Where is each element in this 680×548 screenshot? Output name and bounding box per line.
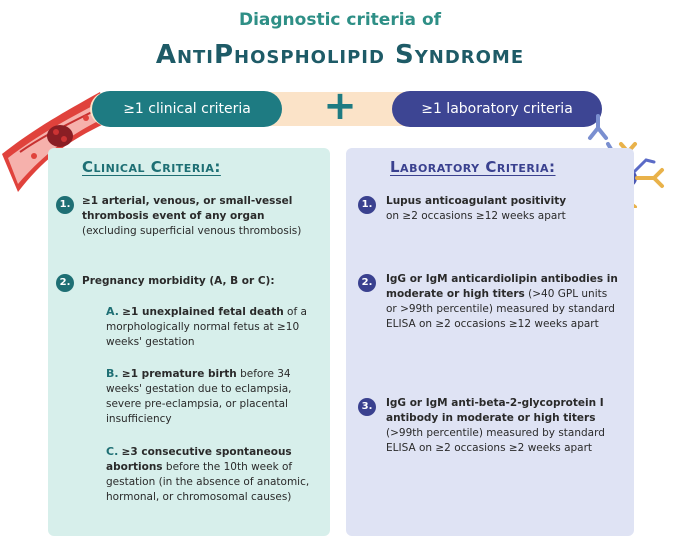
lab-item-3 <box>386 396 621 456</box>
lab-item-1-number: 1. <box>358 196 376 214</box>
laboratory-criteria-heading: Laboratory Criteria: <box>390 158 556 176</box>
lab-item-2 <box>386 272 621 332</box>
clinical-sub-item-a-text: of a morphologically normal fetus at ≥10 weeks' gestation <box>106 306 307 348</box>
clinical-criteria-heading: Clinical Criteria: <box>82 158 221 176</box>
lab-item-2-bold: IgG or IgM anticardiolipin antibodies in moderate or high titers <box>386 273 618 300</box>
lab-item-1 <box>386 194 621 224</box>
clinical-item-1 <box>82 194 312 239</box>
clinical-sub-item-a-letter: A. <box>106 305 119 318</box>
clinical-sub-item-b-letter: B. <box>106 367 119 380</box>
lab-item-3-number: 3. <box>358 398 376 416</box>
clinical-item-2-number: 2. <box>56 274 74 292</box>
diagram-subtitle: Diagnostic criteria of <box>238 10 442 30</box>
lab-item-2-number: 2. <box>358 274 376 292</box>
clinical-sub-item-b-text: before 34 weeks' gestation due to eclampsia, severe pre-eclampsia, or placental insufficiency <box>106 368 292 425</box>
clinical-criteria-pill: ≥1 clinical criteria <box>92 91 282 127</box>
lab-item-1-text: on ≥2 occasions ≥12 weeks apart <box>386 210 566 222</box>
clinical-sub-item-b-bold: ≥1 premature birth <box>121 368 237 380</box>
laboratory-criteria-pill: ≥1 laboratory criteria <box>392 91 602 127</box>
clinical-item-1-number: 1. <box>56 196 74 214</box>
clinical-sub-item-c-bold: ≥3 consecutive spontaneous abortions <box>106 446 292 473</box>
clinical-item-1-bold: ≥1 arterial, venous, or small-vessel thrombosis event of any organ <box>82 195 293 222</box>
lab-item-1-bold: Lupus anticoagulant positivity <box>386 195 567 207</box>
laboratory-criteria-panel <box>346 148 634 536</box>
clinical-sub-item-c-text: before the 10th week of gestation (in the absence of anatomic, hormonal, or chromosomal causes) <box>106 461 310 503</box>
clinical-item-1-text: (excluding superficial venous thrombosis) <box>82 225 302 237</box>
lab-item-3-text: (>99th percentile) measured by standard ELISA on ≥2 occasions ≥2 weeks apart <box>386 427 605 454</box>
plus-icon: + <box>323 83 357 129</box>
diagram-title: AntiPhospholipid Syndrome <box>155 40 525 70</box>
clinical-sub-item-c-letter: C. <box>106 445 119 458</box>
clinical-sub-item-c <box>106 444 316 505</box>
clinical-item-2: Pregnancy morbidity (A, B or C): <box>82 275 275 287</box>
clinical-sub-item-a <box>106 304 316 350</box>
clinical-sub-item-a-bold: ≥1 unexplained fetal death <box>122 306 284 318</box>
lab-item-2-text: (>40 GPL units or >99th percentile) measured by standard ELISA on ≥2 occasions ≥12 weeks apart <box>386 288 615 330</box>
lab-item-3-bold: IgG or IgM anti-beta-2-glycoprotein I antibody in moderate or high titers <box>386 397 604 424</box>
clinical-criteria-panel <box>48 148 330 536</box>
clinical-sub-item-b <box>106 366 316 427</box>
